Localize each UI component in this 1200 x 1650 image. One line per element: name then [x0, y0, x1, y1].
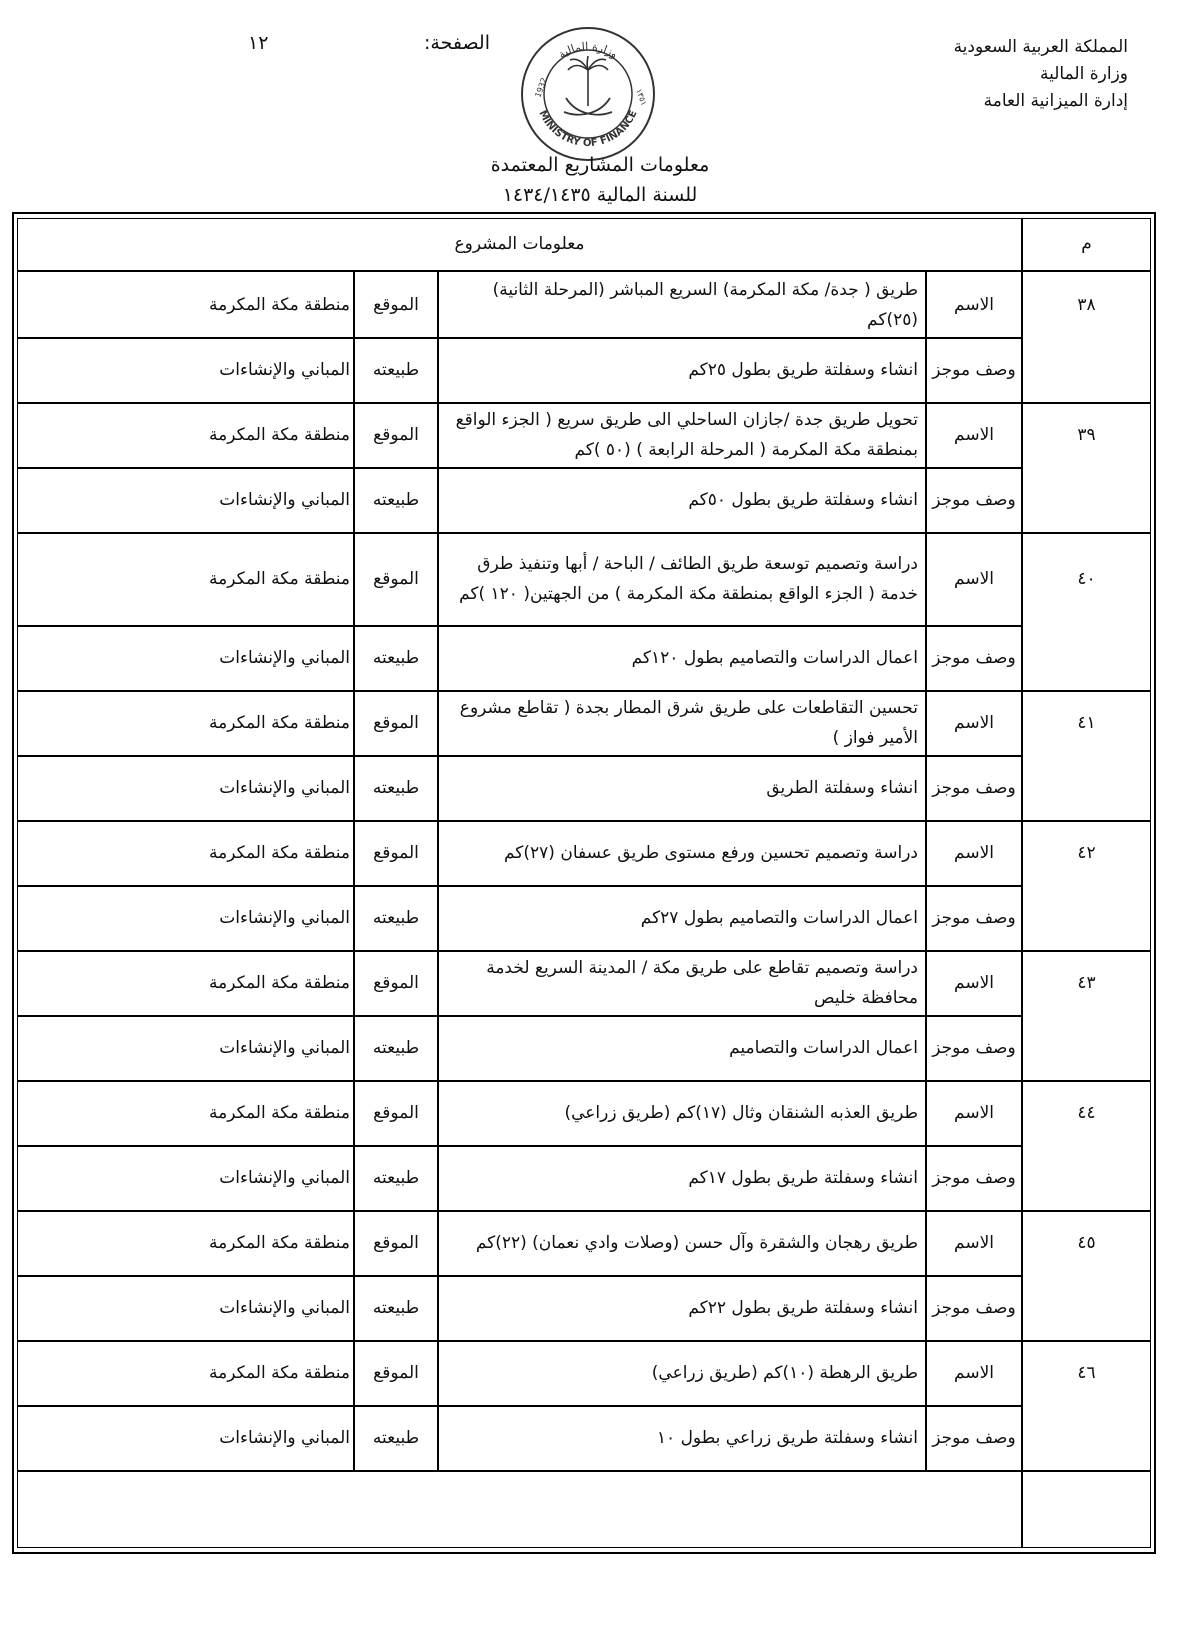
- project-description: [444, 467, 918, 532]
- project-name-text: طريق رهجان والشقرة وآل حسن (وصلات وادي نعمان) (٢٢)كم: [475, 1232, 918, 1253]
- label-description: [926, 885, 1022, 950]
- label-name-text: الاسم: [954, 712, 994, 733]
- label-name-text: الاسم: [954, 972, 994, 993]
- label-nature: [354, 337, 438, 402]
- project-name: [444, 820, 918, 885]
- label-description: [926, 1015, 1022, 1080]
- svg-text:MINISTRY OF FINANCE: [536, 109, 639, 149]
- logo-year-left: 1932: [533, 76, 549, 99]
- label-name: [926, 402, 1022, 467]
- logo-english-text: MINISTRY OF FINANCE: [536, 108, 640, 150]
- label-location-text: الموقع: [373, 1232, 419, 1253]
- label-description: [926, 1275, 1022, 1340]
- label-location-text: الموقع: [373, 1362, 419, 1383]
- project-nature: [23, 1405, 350, 1470]
- project-name: [444, 1080, 918, 1145]
- project-location-text: منطقة مكة المكرمة: [208, 568, 350, 589]
- project-name: [444, 1340, 918, 1405]
- project-name-text: طريق الرهطة (١٠)كم (طريق زراعي): [651, 1362, 918, 1383]
- org-line-ministry: وزارة المالية: [1040, 64, 1128, 84]
- row-number-text: ٤٦: [1077, 1362, 1096, 1383]
- label-description-text: وصف موجز: [932, 777, 1016, 798]
- project-nature: [23, 467, 350, 532]
- label-location: [354, 1340, 438, 1405]
- project-name: [444, 950, 918, 1015]
- project-location: [23, 1210, 350, 1275]
- label-description-text: وصف موجز: [932, 1167, 1016, 1188]
- project-name-text: تحويل طريق جدة /جازان الساحلي الى طريق سريع ( الجزء الواقع بمنطقة مكة المكرمة ( المرحلة الرابعة ) (٥٠ )كم: [455, 409, 918, 460]
- project-location: [23, 272, 350, 337]
- logo-year-right: ١٣٥١: [634, 87, 649, 107]
- project-location: [23, 402, 350, 467]
- row-number: [1022, 402, 1151, 467]
- organization-header: [954, 34, 1128, 115]
- row-number-text: ٤٠: [1077, 568, 1096, 589]
- label-description-text: وصف موجز: [932, 489, 1016, 510]
- project-name-text: تحسين التقاطعات على طريق شرق المطار بجدة ( تقاطع مشروع الأمير فواز ): [459, 697, 918, 748]
- project-location: [23, 950, 350, 1015]
- label-nature: [354, 467, 438, 532]
- project-location: [23, 532, 350, 625]
- label-name: [926, 950, 1022, 1015]
- project-name: [444, 272, 918, 337]
- project-nature-text: المباني والإنشاءات: [219, 1297, 350, 1318]
- page-number: ١٢: [248, 32, 269, 54]
- row-number-text: ٤١: [1077, 712, 1096, 733]
- project-nature-text: المباني والإنشاءات: [219, 777, 350, 798]
- project-name: [444, 532, 918, 625]
- project-location: [23, 690, 350, 755]
- label-location-text: الموقع: [373, 294, 419, 315]
- label-name-text: الاسم: [954, 568, 994, 589]
- project-description: [444, 885, 918, 950]
- label-nature: [354, 1015, 438, 1080]
- label-name-text: الاسم: [954, 1102, 994, 1123]
- label-location: [354, 820, 438, 885]
- org-line-department: إدارة الميزانية العامة: [983, 91, 1128, 111]
- project-location-text: منطقة مكة المكرمة: [208, 842, 350, 863]
- org-line-kingdom: المملكة العربية السعودية: [953, 37, 1128, 57]
- label-location: [354, 532, 438, 625]
- project-description-text: انشاء وسفلتة طريق زراعي بطول ١٠: [656, 1427, 918, 1448]
- label-description: [926, 755, 1022, 820]
- label-description-text: وصف موجز: [932, 359, 1016, 380]
- row-number-text: ٤٤: [1077, 1102, 1096, 1123]
- row-number: [1022, 950, 1151, 1015]
- palm-tree-icon: [568, 56, 608, 106]
- label-location: [354, 402, 438, 467]
- row-number: [1022, 1210, 1151, 1275]
- label-nature-text: طبيعته: [372, 777, 420, 798]
- label-nature: [354, 885, 438, 950]
- label-name-text: الاسم: [954, 1362, 994, 1383]
- project-location: [23, 820, 350, 885]
- project-name: [444, 690, 918, 755]
- document-title: معلومات المشاريع المعتمدة: [490, 154, 710, 176]
- label-description: [926, 467, 1022, 532]
- label-name: [926, 1210, 1022, 1275]
- project-nature-text: المباني والإنشاءات: [219, 1037, 350, 1058]
- document-subtitle: للسنة المالية ١٤٣٤/١٤٣٥: [502, 184, 698, 206]
- project-nature-text: المباني والإنشاءات: [219, 489, 350, 510]
- row-number-text: ٤٥: [1077, 1232, 1096, 1253]
- label-location-text: الموقع: [373, 712, 419, 733]
- label-description-text: وصف موجز: [932, 1297, 1016, 1318]
- project-location-text: منطقة مكة المكرمة: [208, 294, 350, 315]
- project-location-text: منطقة مكة المكرمة: [208, 972, 350, 993]
- project-description-text: انشاء وسفلتة طريق بطول ٥٠كم: [688, 489, 918, 510]
- project-nature-text: المباني والإنشاءات: [219, 1167, 350, 1188]
- row-number: [1022, 820, 1151, 885]
- project-name: [444, 402, 918, 467]
- row-number: [1022, 1080, 1151, 1145]
- column-header-project-info: [17, 218, 1022, 270]
- label-description-text: وصف موجز: [932, 907, 1016, 928]
- label-nature-text: طبيعته: [372, 1427, 420, 1448]
- table-rule: [17, 1470, 1151, 1472]
- label-location-text: الموقع: [373, 424, 419, 445]
- ministry-logo: [518, 24, 658, 164]
- label-description: [926, 1145, 1022, 1210]
- page-indicator: [240, 32, 490, 62]
- label-name: [926, 1340, 1022, 1405]
- label-location: [354, 690, 438, 755]
- label-location: [354, 950, 438, 1015]
- project-name-text: طريق العذبه الشنقان وثال (١٧)كم (طريق زراعي): [564, 1102, 918, 1123]
- project-description: [444, 337, 918, 402]
- label-location: [354, 1080, 438, 1145]
- label-name-text: الاسم: [954, 1232, 994, 1253]
- project-name-text: دراسة وتصميم توسعة طريق الطائف / الباحة / أبها وتنفيذ طرق خدمة ( الجزء الواقع بمنطقة مكة المكرمة ) من الجهتين( ١٢٠ )كم: [459, 553, 918, 604]
- project-location-text: منطقة مكة المكرمة: [208, 1102, 350, 1123]
- row-number: [1022, 532, 1151, 625]
- label-nature-text: طبيعته: [372, 647, 420, 668]
- column-header-number: [1022, 218, 1151, 270]
- project-location-text: منطقة مكة المكرمة: [208, 712, 350, 733]
- label-description-text: وصف موجز: [932, 647, 1016, 668]
- label-nature-text: طبيعته: [372, 1167, 420, 1188]
- label-name: [926, 690, 1022, 755]
- project-description-text: اعمال الدراسات والتصاميم بطول ١٢٠كم: [631, 647, 918, 668]
- project-location: [23, 1080, 350, 1145]
- label-nature-text: طبيعته: [372, 1297, 420, 1318]
- logo-arabic-text: وزارة المالية: [555, 39, 621, 62]
- project-location-text: منطقة مكة المكرمة: [208, 1362, 350, 1383]
- project-description: [444, 625, 918, 690]
- project-description: [444, 1015, 918, 1080]
- label-name: [926, 820, 1022, 885]
- label-nature: [354, 755, 438, 820]
- project-nature: [23, 755, 350, 820]
- label-nature: [354, 1275, 438, 1340]
- project-name-text: طريق ( جدة/ مكة المكرمة) السريع المباشر (المرحلة الثانية) (٢٥)كم: [492, 279, 918, 330]
- label-name-text: الاسم: [954, 842, 994, 863]
- project-name: [444, 1210, 918, 1275]
- page-label: الصفحة:: [423, 32, 490, 54]
- label-name-text: الاسم: [954, 424, 994, 445]
- label-name-text: الاسم: [954, 294, 994, 315]
- project-description-text: انشاء وسفلتة طريق بطول ٢٢كم: [688, 1297, 918, 1318]
- project-description: [444, 1275, 918, 1340]
- row-number: [1022, 690, 1151, 755]
- label-nature-text: طبيعته: [372, 1037, 420, 1058]
- label-description: [926, 337, 1022, 402]
- project-description-text: انشاء وسفلتة طريق بطول ٢٥كم: [688, 359, 918, 380]
- project-nature: [23, 1015, 350, 1080]
- project-name-text: دراسة وتصميم تحسين ورفع مستوى طريق عسفان (٢٧)كم: [503, 842, 918, 863]
- project-nature-text: المباني والإنشاءات: [219, 359, 350, 380]
- project-nature: [23, 337, 350, 402]
- project-description: [444, 755, 918, 820]
- label-nature-text: طبيعته: [372, 489, 420, 510]
- row-number-text: ٣٨: [1077, 294, 1096, 315]
- row-number-text: ٤٢: [1077, 842, 1096, 863]
- label-description: [926, 625, 1022, 690]
- column-header-number-text: م: [1081, 234, 1092, 254]
- label-nature: [354, 625, 438, 690]
- project-description-text: انشاء وسفلتة الطريق: [766, 777, 918, 798]
- project-nature: [23, 1145, 350, 1210]
- project-location-text: منطقة مكة المكرمة: [208, 424, 350, 445]
- project-nature: [23, 885, 350, 950]
- column-header-project-info-text: معلومات المشروع: [454, 234, 585, 254]
- label-name: [926, 272, 1022, 337]
- project-description: [444, 1405, 918, 1470]
- label-location-text: الموقع: [373, 568, 419, 589]
- label-location: [354, 1210, 438, 1275]
- label-location-text: الموقع: [373, 972, 419, 993]
- label-location-text: الموقع: [373, 842, 419, 863]
- project-nature-text: المباني والإنشاءات: [219, 1427, 350, 1448]
- project-name-text: دراسة وتصميم تقاطع على طريق مكة / المدينة السريع لخدمة محافظة خليص: [486, 957, 918, 1008]
- row-number-text: ٣٩: [1077, 424, 1096, 445]
- label-location: [354, 272, 438, 337]
- project-location-text: منطقة مكة المكرمة: [208, 1232, 350, 1253]
- label-nature: [354, 1405, 438, 1470]
- row-number: [1022, 1340, 1151, 1405]
- project-location: [23, 1340, 350, 1405]
- label-description: [926, 1405, 1022, 1470]
- label-nature: [354, 1145, 438, 1210]
- label-description-text: وصف موجز: [932, 1427, 1016, 1448]
- project-nature-text: المباني والإنشاءات: [219, 907, 350, 928]
- project-description-text: اعمال الدراسات والتصاميم بطول ٢٧كم: [640, 907, 918, 928]
- label-name: [926, 532, 1022, 625]
- label-nature-text: طبيعته: [372, 359, 420, 380]
- project-description-text: انشاء وسفلتة طريق بطول ١٧كم: [688, 1167, 918, 1188]
- label-nature-text: طبيعته: [372, 907, 420, 928]
- label-description-text: وصف موجز: [932, 1037, 1016, 1058]
- row-number: [1022, 272, 1151, 337]
- label-name: [926, 1080, 1022, 1145]
- project-nature: [23, 1275, 350, 1340]
- project-nature-text: المباني والإنشاءات: [219, 647, 350, 668]
- project-nature: [23, 625, 350, 690]
- row-number-text: ٤٣: [1077, 972, 1096, 993]
- label-location-text: الموقع: [373, 1102, 419, 1123]
- project-description-text: اعمال الدراسات والتصاميم: [729, 1037, 918, 1058]
- project-description: [444, 1145, 918, 1210]
